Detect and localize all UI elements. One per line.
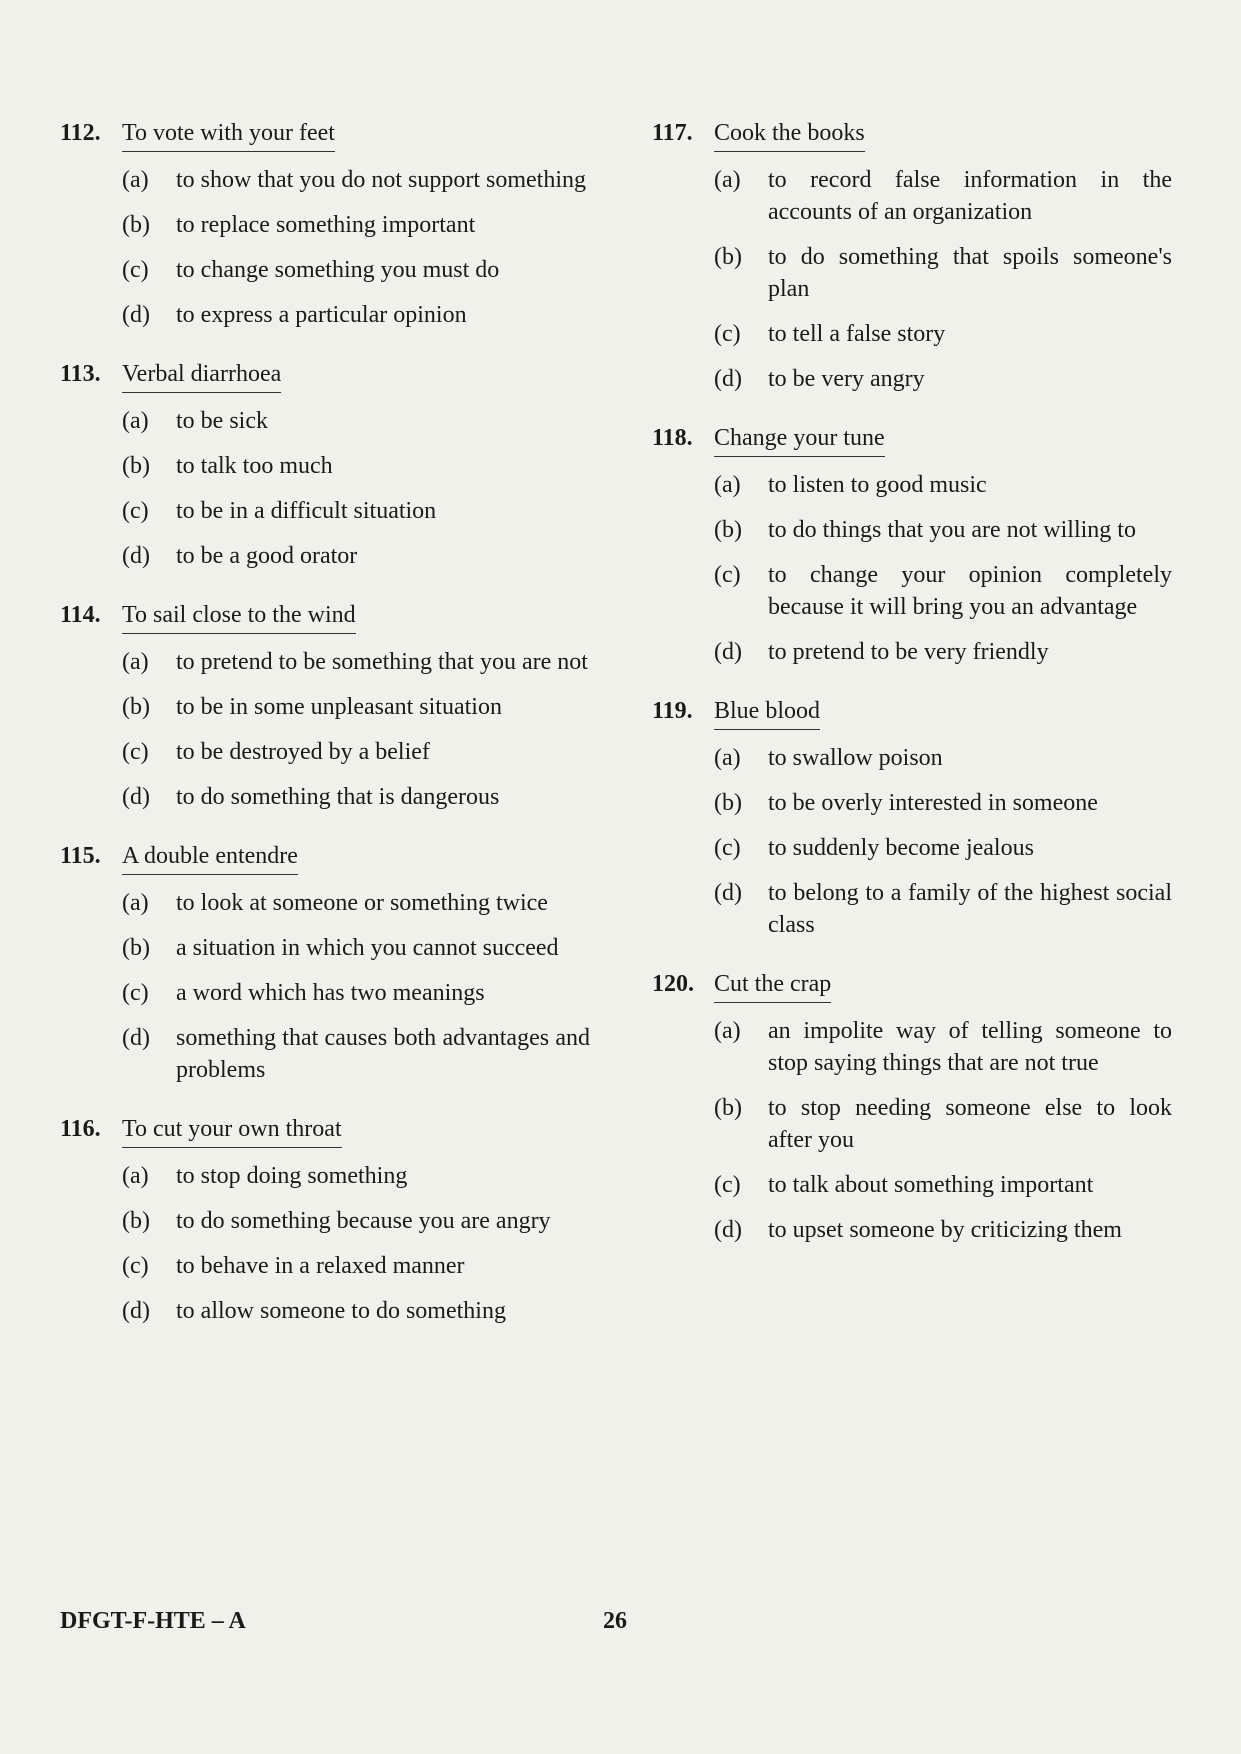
answer-option — [714, 514, 1172, 546]
option-text: something that causes both advantages and problems — [176, 1025, 590, 1083]
answer-option — [122, 736, 590, 768]
option-text: to be a good orator — [176, 543, 358, 569]
option-text: to be very angry — [768, 366, 925, 392]
option-text: to upset someone by criticizing them — [768, 1217, 1122, 1243]
answer-option — [714, 877, 1172, 941]
answer-option — [122, 1160, 590, 1192]
answer-option — [714, 1092, 1172, 1156]
option-label: (b) — [714, 517, 742, 543]
question-number: 120. — [652, 971, 694, 997]
option-label: (d) — [122, 543, 150, 569]
question-number: 118. — [652, 425, 693, 451]
option-text: to pretend to be something that you are not — [176, 649, 588, 675]
question-item — [652, 969, 1172, 1246]
paper-code: DFGT-F-HTE – A — [60, 1608, 246, 1634]
option-label: (b) — [122, 212, 150, 238]
question-number: 116. — [60, 1116, 101, 1142]
answer-option — [122, 691, 590, 723]
option-text: to show that you do not support something — [176, 167, 586, 193]
answer-option — [122, 1250, 590, 1282]
option-text: to do something that is dangerous — [176, 784, 500, 810]
answer-option — [714, 559, 1172, 623]
answer-option — [714, 469, 1172, 501]
option-text: to change your opinion completely because it will bring you an advantage — [768, 562, 1172, 620]
option-label: (c) — [122, 1253, 149, 1279]
answer-option — [122, 1205, 590, 1237]
question-header — [60, 1114, 590, 1148]
question-phrase: Cook the books — [714, 118, 865, 152]
option-text: to belong to a family of the highest social class — [768, 880, 1172, 938]
answer-option — [122, 540, 590, 572]
option-label: (b) — [122, 1208, 150, 1234]
option-text: to swallow poison — [768, 745, 943, 771]
option-text: a situation in which you cannot succeed — [176, 935, 559, 961]
option-label: (a) — [122, 1163, 149, 1189]
answer-option — [714, 363, 1172, 395]
option-text: to do something because you are angry — [176, 1208, 551, 1234]
option-label: (d) — [122, 1298, 150, 1324]
question-header — [60, 118, 590, 152]
answer-option — [714, 742, 1172, 774]
answer-option — [122, 299, 590, 331]
question-header — [652, 423, 1172, 457]
answer-option — [714, 241, 1172, 305]
answer-option — [122, 164, 590, 196]
question-item — [60, 600, 590, 813]
answer-option — [122, 646, 590, 678]
option-label: (a) — [122, 408, 149, 434]
option-label: (d) — [122, 784, 150, 810]
question-header — [652, 969, 1172, 1003]
option-label: (d) — [714, 639, 742, 665]
question-phrase: Change your tune — [714, 423, 885, 457]
option-label: (b) — [122, 694, 150, 720]
option-label: (b) — [122, 935, 150, 961]
question-item — [652, 696, 1172, 941]
question-item — [60, 1114, 590, 1327]
option-label: (c) — [122, 257, 149, 283]
question-number: 119. — [652, 698, 693, 724]
answer-option — [122, 1022, 590, 1086]
option-text: to listen to good music — [768, 472, 987, 498]
question-item — [652, 423, 1172, 668]
question-header — [60, 841, 590, 875]
option-text: to be in a difficult situation — [176, 498, 437, 524]
answer-option — [714, 636, 1172, 668]
question-header — [652, 118, 1172, 152]
option-label: (a) — [122, 649, 149, 675]
option-label: (a) — [714, 745, 741, 771]
option-text: to change something you must do — [176, 257, 500, 283]
question-header — [60, 359, 590, 393]
option-label: (b) — [714, 790, 742, 816]
option-label: (b) — [714, 1095, 742, 1121]
option-label: (a) — [122, 890, 149, 916]
answer-option — [122, 495, 590, 527]
option-label: (c) — [122, 739, 149, 765]
option-text: to look at someone or something twice — [176, 890, 548, 916]
question-phrase: Cut the crap — [714, 969, 831, 1003]
answer-option — [714, 1214, 1172, 1246]
answer-option — [122, 932, 590, 964]
option-text: a word which has two meanings — [176, 980, 485, 1006]
option-label: (a) — [714, 472, 741, 498]
answer-option — [122, 209, 590, 241]
option-label: (c) — [122, 980, 149, 1006]
option-text: to do things that you are not willing to — [768, 517, 1136, 543]
answer-option — [122, 405, 590, 437]
option-label: (d) — [714, 1217, 742, 1243]
answer-option — [714, 318, 1172, 350]
answer-option — [714, 164, 1172, 228]
option-label: (d) — [122, 302, 150, 328]
option-text: to stop needing someone else to look after you — [768, 1095, 1172, 1153]
option-text: to stop doing something — [176, 1163, 408, 1189]
question-number: 117. — [652, 120, 693, 146]
option-text: to record false information in the accounts of an organization — [768, 167, 1172, 225]
option-label: (d) — [122, 1025, 150, 1051]
option-label: (d) — [714, 880, 742, 906]
option-label: (c) — [714, 1172, 741, 1198]
option-text: an impolite way of telling someone to stop saying things that are not true — [768, 1018, 1172, 1076]
option-label: (c) — [714, 562, 741, 588]
question-phrase: To cut your own throat — [122, 1114, 342, 1148]
answer-option — [714, 787, 1172, 819]
question-header — [652, 696, 1172, 730]
answer-option — [714, 832, 1172, 864]
answer-option — [122, 977, 590, 1009]
option-text: to talk about something important — [768, 1172, 1094, 1198]
option-label: (c) — [714, 321, 741, 347]
answer-option — [122, 1295, 590, 1327]
question-item — [60, 118, 590, 331]
option-text: to be overly interested in someone — [768, 790, 1098, 816]
option-label: (a) — [122, 167, 149, 193]
right-column — [652, 118, 1172, 1274]
answer-option — [714, 1015, 1172, 1079]
answer-option — [122, 450, 590, 482]
question-number: 112. — [60, 120, 101, 146]
option-label: (c) — [714, 835, 741, 861]
question-number: 113. — [60, 361, 101, 387]
option-text: to do something that spoils someone's plan — [768, 244, 1172, 302]
question-number: 114. — [60, 602, 101, 628]
answer-option — [122, 781, 590, 813]
question-phrase: Verbal diarrhoea — [122, 359, 281, 393]
option-text: to behave in a relaxed manner — [176, 1253, 465, 1279]
answer-option — [122, 254, 590, 286]
option-text: to replace something important — [176, 212, 476, 238]
option-text: to pretend to be very friendly — [768, 639, 1049, 665]
option-text: to tell a false story — [768, 321, 946, 347]
option-text: to be destroyed by a belief — [176, 739, 430, 765]
option-text: to suddenly become jealous — [768, 835, 1034, 861]
page-number: 26 — [603, 1608, 627, 1634]
question-header — [60, 600, 590, 634]
option-text: to express a particular opinion — [176, 302, 467, 328]
answer-option — [122, 887, 590, 919]
option-text: to talk too much — [176, 453, 333, 479]
question-phrase: A double entendre — [122, 841, 298, 875]
question-item — [60, 359, 590, 572]
option-text: to be in some unpleasant situation — [176, 694, 502, 720]
option-label: (a) — [714, 1018, 741, 1044]
question-phrase: To sail close to the wind — [122, 600, 356, 634]
option-label: (b) — [122, 453, 150, 479]
question-item — [60, 841, 590, 1086]
question-phrase: Blue blood — [714, 696, 820, 730]
answer-option — [714, 1169, 1172, 1201]
question-number: 115. — [60, 843, 101, 869]
question-phrase: To vote with your feet — [122, 118, 335, 152]
option-text: to allow someone to do something — [176, 1298, 506, 1324]
left-column — [60, 118, 590, 1355]
option-text: to be sick — [176, 408, 268, 434]
option-label: (c) — [122, 498, 149, 524]
option-label: (a) — [714, 167, 741, 193]
question-item — [652, 118, 1172, 395]
option-label: (b) — [714, 244, 742, 270]
option-label: (d) — [714, 366, 742, 392]
